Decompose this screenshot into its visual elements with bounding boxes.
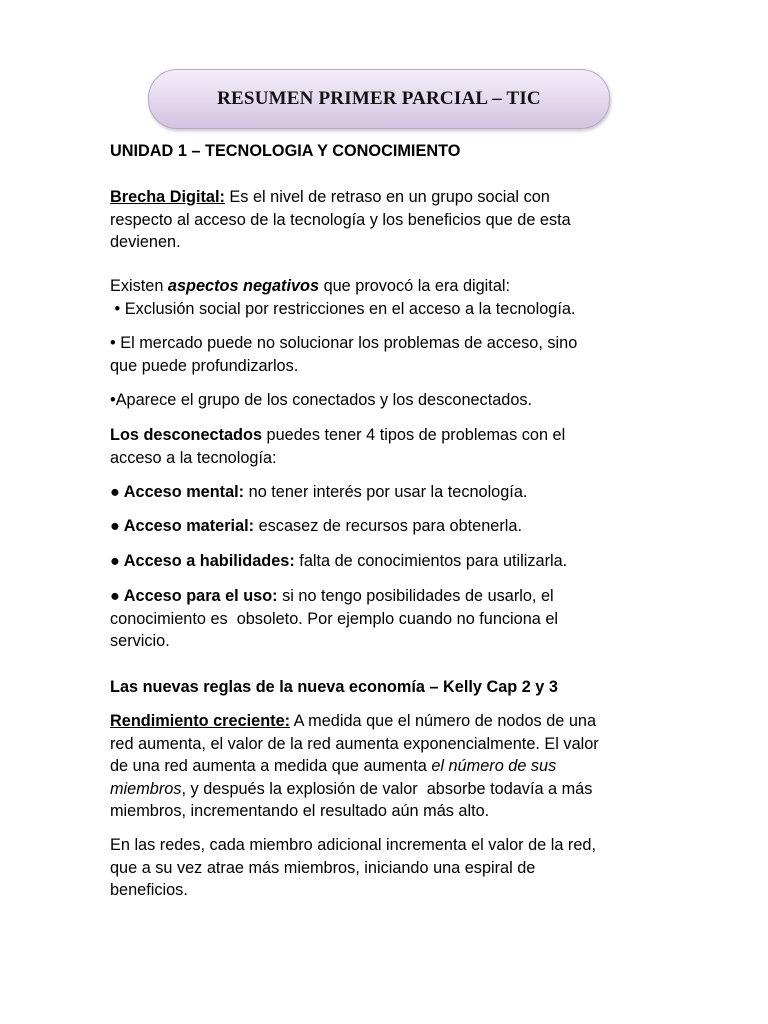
- page-title: RESUMEN PRIMER PARCIAL – TIC: [217, 87, 541, 109]
- aspectos-pre: Existen: [110, 277, 168, 295]
- rendimiento-paragraph: [110, 710, 670, 823]
- redes-paragraph: [110, 834, 670, 902]
- acceso-mental: [110, 481, 670, 504]
- bullet-conectados-text: •Aparece el grupo de los conectados y los desconectados.: [110, 391, 533, 409]
- rendimiento-text-4: , y después la explosión de valor absorbe todavía a más: [181, 779, 593, 798]
- aspectos-paragraph: [110, 275, 670, 320]
- unit-heading: [110, 140, 670, 163]
- redes-text-2: que a su vez atrae más miembros, iniciando una espiral de: [110, 858, 536, 877]
- acceso-material: [110, 515, 670, 538]
- rendimiento-emphasis-1: el número de sus: [431, 757, 557, 776]
- rendimiento-text-1: A medida que el número de nodos de una: [290, 712, 597, 730]
- brecha-term: Brecha Digital:: [110, 188, 225, 206]
- desconectados-paragraph: [110, 424, 670, 469]
- rendimiento-text-3: de una red aumenta a medida que aumenta: [110, 757, 432, 776]
- acceso-uso-term: ● Acceso para el uso:: [110, 587, 278, 605]
- acceso-mental-term: ● Acceso mental:: [110, 483, 245, 501]
- acceso-habilidades-text: falta de conocimientos para utilizarla.: [294, 552, 568, 570]
- brecha-paragraph: [110, 186, 670, 254]
- bullet-mercado-line-2: que puede profundizarlos.: [110, 356, 299, 375]
- brecha-text-2: respecto al acceso de la tecnología y los beneficios que de esta: [110, 210, 571, 229]
- desconectados-line-1: [110, 424, 670, 447]
- redes-text-1: En las redes, cada miembro adicional incrementa el valor de la red,: [110, 836, 596, 854]
- bullet-exclusion: • Exclusión social por restricciones en el acceso a la tecnología.: [110, 299, 576, 318]
- aspectos-line: [110, 275, 670, 298]
- acceso-uso-text-1: si no tengo posibilidades de usarlo, el: [277, 587, 554, 605]
- brecha-text-3: devienen.: [110, 233, 181, 252]
- desconectados-text-2: acceso a la tecnología:: [110, 448, 277, 467]
- acceso-uso-text-2: conocimiento es obsoleto. Por ejemplo cuando no funciona el: [110, 609, 559, 628]
- rendimiento-emphasis-2: miembros: [110, 779, 182, 798]
- title-banner: [148, 69, 610, 129]
- aspectos-emphasis: aspectos negativos: [167, 277, 320, 295]
- brecha-text-1: Es el nivel de retraso en un grupo social con: [224, 188, 550, 206]
- bullet-conectados: [110, 389, 670, 412]
- kelly-heading: [110, 676, 670, 699]
- rendimiento-text-5: miembros, incrementando el resultado aún más alto.: [110, 802, 490, 821]
- acceso-habilidades: [110, 550, 670, 573]
- acceso-habilidades-term: ● Acceso a habilidades:: [110, 552, 295, 570]
- bullet-mercado-line-1: • El mercado puede no solucionar los problemas de acceso, sino: [110, 334, 578, 352]
- acceso-mental-text: no tener interés por usar la tecnología.: [244, 483, 528, 501]
- desconectados-text-1: puedes tener 4 tipos de problemas con el: [262, 426, 566, 444]
- acceso-material-text: escasez de recursos para obtenerla.: [254, 517, 522, 535]
- aspectos-post: que provocó la era digital:: [319, 277, 511, 295]
- desconectados-term: Los desconectados: [110, 426, 263, 444]
- redes-text-3: beneficios.: [110, 881, 188, 900]
- rendimiento-term: Rendimiento creciente:: [110, 712, 291, 730]
- acceso-uso-text-3: servicio.: [110, 632, 170, 651]
- acceso-uso: [110, 585, 670, 653]
- brecha-line-1: [110, 186, 670, 209]
- acceso-material-term: ● Acceso material:: [110, 517, 255, 535]
- unit-heading-text: UNIDAD 1 – TECNOLOGIA Y CONOCIMIENTO: [110, 142, 461, 160]
- kelly-heading-text: Las nuevas reglas de la nueva economía – Kelly Cap 2 y 3: [110, 678, 558, 696]
- bullet-mercado: [110, 332, 670, 377]
- rendimiento-text-2: red aumenta, el valor de la red aumenta exponencialmente. El valor: [110, 734, 599, 753]
